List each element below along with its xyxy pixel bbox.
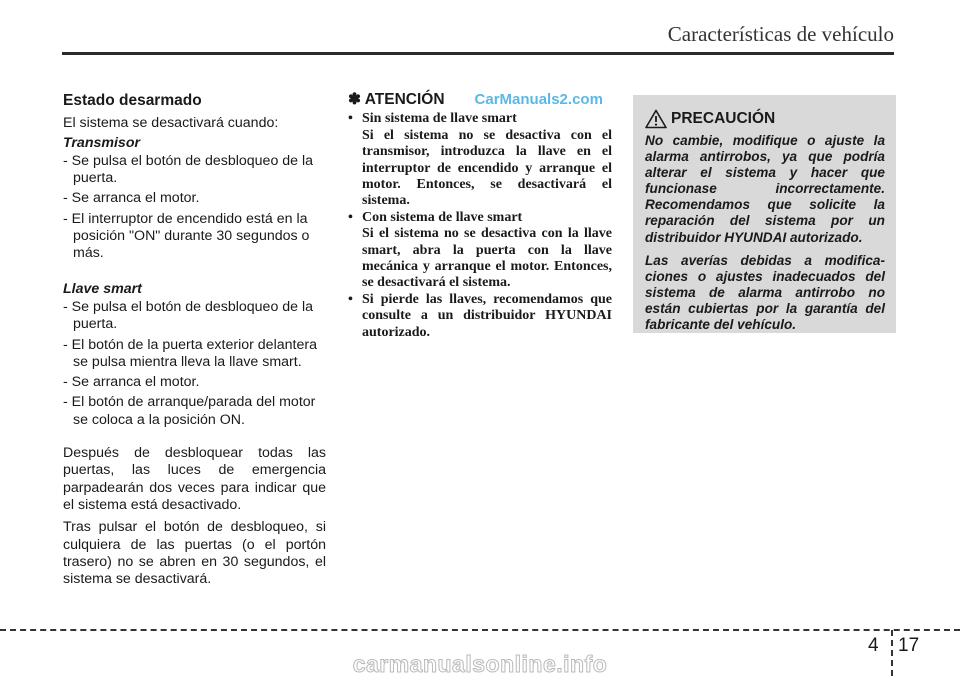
list-item-body: Si el sistema no se desactiva con la llave smart, abra la puerta con la llave mecánica y arranque el motor. Entonces, se desactivará el sistema.: [362, 226, 612, 291]
bullet-icon: •: [348, 291, 353, 307]
left-column: [63, 92, 326, 593]
bullet-icon: •: [348, 209, 353, 225]
transmitter-subheading: Transmisor: [63, 134, 141, 151]
caution-paragraph: Las averías debidas a modifica-ciones o ajustes inadecuados del sistema de alarma antirrobo no están cubiertas por la garantía del fabricante del vehículo.: [645, 252, 885, 333]
section-number: 4: [868, 635, 879, 656]
page-number: 17: [898, 635, 920, 656]
list-item-lead: Con sistema de llave smart: [362, 209, 523, 225]
list-item: - Se pulsa el botón de desbloqueo de la puerta.: [63, 298, 314, 333]
attention-title: ✽ ATENCIÓN: [348, 91, 445, 108]
transmitter-list: [63, 153, 326, 263]
list-item: - Se arranca el motor.: [63, 190, 200, 207]
section-header-title: Características de vehículo: [667, 22, 894, 46]
section-heading: Estado desarmado: [63, 92, 202, 109]
site-watermark: carmanualsonline.info: [352, 651, 608, 677]
body-paragraph: Después de desbloquear todas las puertas, las luces de emergencia parpadearán dos veces para indicar que el sistema está desactivado.: [63, 445, 326, 513]
list-item-body: Si el sistema no se desactiva con el transmisor, introduzca la llave en el interruptor de encendido y arranque el motor. Entonces, se desactivará el sistema.: [362, 127, 612, 209]
smart-key-subheading: Llave smart: [63, 280, 142, 297]
footer-divider: [0, 629, 960, 631]
attention-header: [348, 92, 612, 108]
list-item: [348, 292, 612, 341]
asterisk-icon: ✽: [348, 91, 361, 108]
intro-text: El sistema se desactivará cuando:: [63, 115, 279, 132]
list-item: - Se pulsa el botón de desbloqueo de la puerta.: [63, 152, 314, 187]
attention-list: [348, 111, 612, 341]
list-item: - El botón de la puerta exterior delantera se pulsa mientra lleva la llave smart.: [63, 336, 317, 370]
smart-key-list: [63, 299, 326, 429]
list-item: [348, 210, 612, 292]
header-rule: [62, 52, 894, 55]
list-item-body: Si pierde las llaves, recomendamos que consulte a un distribuidor HYUNDAI autorizado.: [362, 291, 612, 340]
caution-header: [645, 109, 885, 129]
list-item: [348, 111, 612, 209]
body-paragraph: Tras pulsar el botón de desbloqueo, si culquiera de las puertas (o el portón trasero) no se abren en 30 segundos, el sistema se desactivará.: [63, 519, 326, 588]
caution-title: PRECAUCIÓN: [671, 110, 776, 127]
list-item-lead: Sin sistema de llave smart: [362, 111, 517, 127]
list-item: - Se arranca el motor.: [63, 374, 200, 391]
list-item: - El botón de arranque/parada del motor se coloca a la posición ON.: [63, 394, 316, 428]
caution-paragraph: No cambie, modifique o ajuste la alarma antirrobos, ya que podría alterar el sistema y hacer que funcionase incorrectamente. Recomendamos que solicite la reparación del sistema por un distribuidor HYUNDAI autorizado.: [645, 133, 885, 245]
warning-triangle-icon: [645, 109, 667, 129]
watermark-link[interactable]: CarManuals2.com: [474, 91, 603, 108]
attention-column: [348, 92, 612, 341]
bullet-icon: •: [348, 111, 353, 127]
caution-box: [633, 95, 896, 333]
list-item: - El interruptor de encendido está en la posición "ON" durante 30 segundos o más.: [63, 210, 310, 262]
